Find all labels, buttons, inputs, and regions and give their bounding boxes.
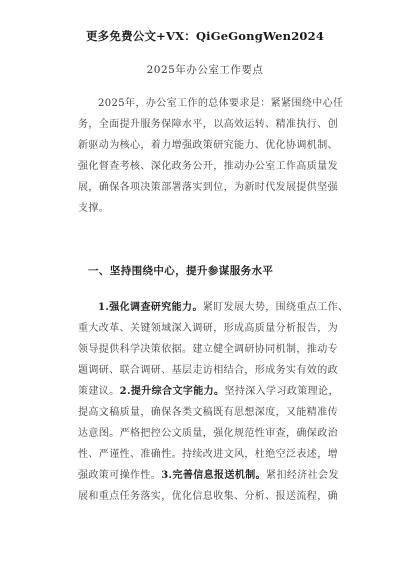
body-text: 达意图。严格把控公文质量，强化规范性审查，确保政治 xyxy=(78,428,338,439)
body-text: 重大改革、关键领域深入调研，形成高质量分析报告，为 xyxy=(78,323,338,334)
body-line xyxy=(78,339,340,360)
body-text: 紧扣经济社会发 xyxy=(266,470,339,481)
body-text: 提高文稿质量，确保各类文稿既有思想深度，又能精准传 xyxy=(78,407,338,418)
body-line xyxy=(78,486,340,507)
intro-paragraph xyxy=(78,93,344,243)
body-line xyxy=(78,297,349,318)
body-text: 紧盯发展大势，围绕重点工作、 xyxy=(202,302,349,313)
body-text: 题调研、联合调研、基层走访相结合，形成务实有效的政 xyxy=(78,365,338,376)
body-line xyxy=(78,318,340,339)
intro-line: 务，全面提升服务保障水平，以高效运转、精准执行、创 xyxy=(78,119,338,130)
intro-line: 强化督查考核、深化政务公开，推动办公室工作高质量发 xyxy=(78,161,338,172)
body-text: 强政策可操作性。 xyxy=(78,470,162,481)
body-line xyxy=(78,360,340,381)
intro-line: 支撑。 xyxy=(78,203,110,214)
body-line xyxy=(78,402,340,423)
subheading-inline: 2.提升综合文字能力。 xyxy=(119,386,225,397)
body-text: 性、严谨性、准确性。持续改进文风，杜绝空泛表述，增 xyxy=(78,449,338,460)
intro-line: 新驱动为核心，着力增强政策研究能力、优化协调机制、 xyxy=(78,140,338,151)
body-text: 策建议。 xyxy=(78,386,120,397)
intro-line: 2025年，办公室工作的总体要求是：紧紧围绕中心任 xyxy=(98,98,344,109)
section-heading: 一、坚持围绕中心，提升参谋服务水平 xyxy=(88,265,274,277)
header-watermark-text: 更多免费公文+VX：QiGeGongWen2024 xyxy=(85,29,325,43)
body-text: 坚持深入学习政策理论， xyxy=(224,386,339,397)
subheading-inline: 3.完善信息报送机制。 xyxy=(161,470,267,481)
body-line xyxy=(78,423,340,444)
body-line xyxy=(78,444,340,465)
intro-line: 展，确保各项决策部署落实到位，为新时代发展提供坚强 xyxy=(78,182,338,193)
body-text: 领导提供科学决策依据。建立健全调研协同机制，推动专 xyxy=(78,344,338,355)
body-text: 展和重点任务落实，优化信息收集、分析、报送流程，确 xyxy=(78,491,338,502)
subheading-inline: 1.强化调查研究能力。 xyxy=(98,302,203,313)
body-line xyxy=(78,465,340,486)
section-body xyxy=(78,297,349,507)
document-title: 2025年办公室工作要点 xyxy=(146,64,264,76)
body-line xyxy=(78,381,340,402)
